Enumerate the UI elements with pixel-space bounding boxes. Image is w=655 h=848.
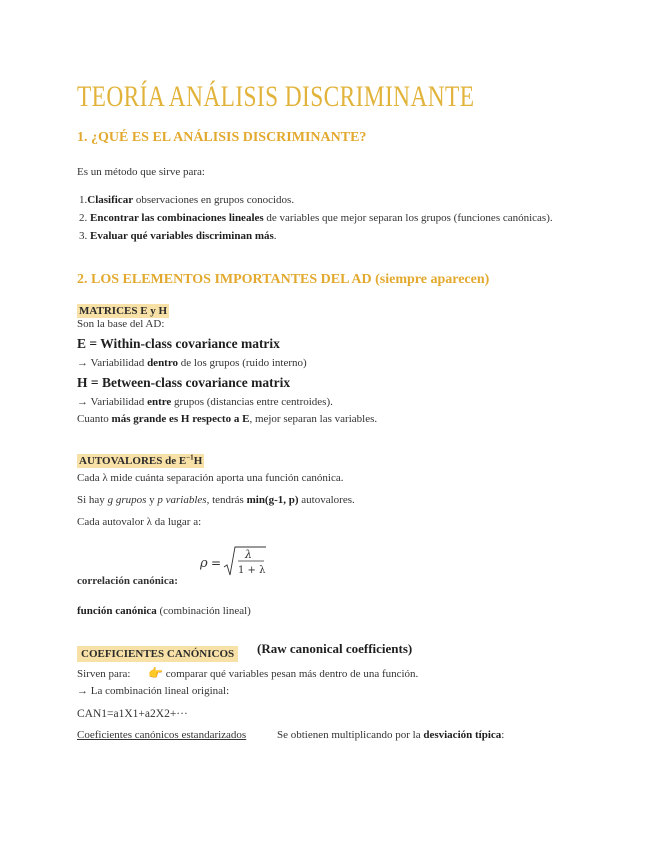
equals-symbol: = xyxy=(211,556,222,570)
h-description: → Variabilidad entre grupos (distancias entre centroides). xyxy=(77,396,333,408)
raw-coefficients-label: (Raw canonical coefficients) xyxy=(257,641,413,656)
e-description: → Variabilidad dentro de los grupos (ruido interno) xyxy=(77,357,307,369)
lambda-text: Cada λ mide cuánta separación aporta una función canónica. xyxy=(77,472,344,484)
formula-svg xyxy=(198,543,278,583)
document-title: TEORÍA ANÁLISIS DISCRIMINANTE xyxy=(77,80,475,113)
coeficientes-estandarizados-text: Coeficientes canónicos estandarizados xyxy=(77,729,247,741)
list-item: 2. Encontrar las combinaciones lineales de variables que mejor separan los grupos (funciones canónicas). xyxy=(79,212,553,224)
obtienen-text: Se obtienen multiplicando por la desviación típica: xyxy=(277,729,505,741)
funcion-canonica-text: función canónica (combinación lineal) xyxy=(77,605,251,617)
section-1-heading: 1. ¿QUÉ ES EL ANÁLISIS DISCRIMINANTE? xyxy=(77,130,367,145)
combinacion-lineal-text: → La combinación lineal original: xyxy=(77,685,230,697)
list-item: 1.Clasificar observaciones en grupos conocidos. xyxy=(79,194,295,206)
pointing-hand-icon: 👉 xyxy=(148,666,163,680)
sirven-para-label: Sirven para: xyxy=(77,668,131,680)
section-2-heading: 2. LOS ELEMENTOS IMPORTANTES DEL AD (siempre aparecen) xyxy=(77,272,490,287)
matrices-label: MATRICES E y H xyxy=(79,305,168,317)
coeficientes-label: COEFICIENTES CANÓNICOS xyxy=(77,642,238,661)
correlacion-label: correlación canónica: xyxy=(77,575,178,587)
e-definition: E = Within-class covariance matrix xyxy=(77,336,280,351)
si-hay-text: Si hay g grupos y p variables, tendrás min(g-1, p) autovalores. xyxy=(77,494,355,506)
fraction-numerator: λ xyxy=(245,548,252,561)
fraction-denominator: 1 + λ xyxy=(238,565,266,576)
canonical-correlation-formula xyxy=(198,543,278,587)
cada-autovalor-text: Cada autovalor λ da lugar a: xyxy=(77,516,202,528)
sirven-para-text: 👉 comparar qué variables pesan más dentro de una función. xyxy=(148,666,419,680)
rho-symbol: ρ xyxy=(200,556,208,571)
cuanto-text: Cuanto más grande es H respecto a E, mejor separan las variables. xyxy=(77,413,378,425)
intro-text: Es un método que sirve para: xyxy=(77,166,205,178)
list-item: 3. Evaluar qué variables discriminan más. xyxy=(79,230,277,242)
autovalores-label: AUTOVALORES de $E^{-1}H$ xyxy=(79,453,203,467)
base-text: Son la base del AD: xyxy=(77,318,165,330)
can1-equation: CAN1=a1X1+a2X2+··· xyxy=(77,708,188,720)
h-definition: H = Between-class covariance matrix xyxy=(77,375,291,390)
